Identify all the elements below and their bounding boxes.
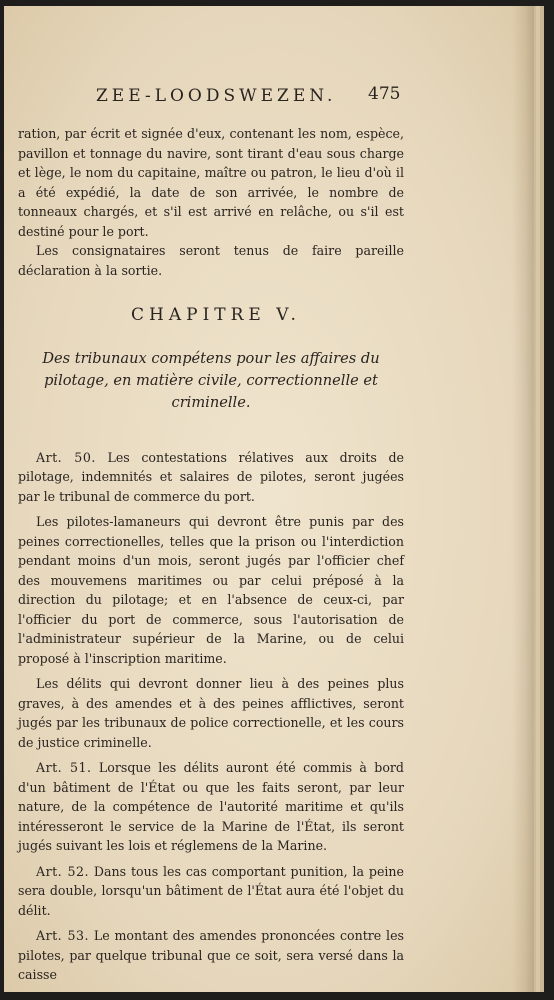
article-50 (18, 448, 404, 507)
article-50-paragraph-2: Les pilotes-lamaneurs qui devront être punis par des peines correctionelles, telles que la prison ou l'interdiction pendant moins d'un mois, seront jugés par l'officier chef des mouvemens maritimes ou par celui préposé à la direction du pilotage; et en l'absence de ceux-ci, par l'officier du port de commerce, sous l'autorisation de l'administrateur supérieur de la Marine, ou de celui proposé à l'inscription maritime. (18, 514, 404, 666)
article-52-label: Art. 52. (36, 863, 90, 879)
page-header (4, 86, 534, 112)
article-53-text: Le montant des amendes prononcées contre les pilotes, par quelque tribunal que ce soit, sera versé dans la caisse (18, 928, 404, 982)
article-50-label: Art. 50. (36, 449, 96, 465)
article-50-text: Les contestations rélatives aux droits de pilotage, indemnités et salaires de pilotes, seront jugées par le tribunal de commerce du port. (18, 449, 404, 504)
article-53 (18, 926, 404, 985)
article-51-text: Lorsque les délits auront été commis à bord d'un bâtiment de l'État ou que les faits seront, par leur nature, de la compétence de l'autorité maritime et qu'ils intéresseront le service de la Marine de l'État, ils seront jugés suivant les lois et réglemens de la Marine. (18, 760, 404, 853)
continuation-paragraph: ration, par écrit et signée d'eux, contenant les nom, espèce, pavillon et tonnage du navire, sont tirant d'eau sous charge et lège, le nom du capitaine, maître ou patron, le lieu d'où il a été expédié, la date de son arrivée, le nombre de tonneaux chargés, et s'il est arrivé en relâche, ou s'il est destiné pour le port. (18, 126, 404, 239)
chapter-title: CHAPITRE V. (131, 305, 301, 325)
article-53-label: Art. 53. (36, 928, 90, 943)
page-body (18, 124, 404, 985)
article-51-label: Art. 51. (36, 760, 92, 775)
chapter-subtitle: Des tribunaux compétens pour les affaires du pilotage, en matière civile, correctionnelle et criminelle. (42, 349, 380, 411)
article-50-paragraph-3: Les délits qui devront donner lieu à des peines plus graves, à des amendes et à des peines afflictives, seront jugés par les tribunaux de police correctionelle, et les cours de justice criminelle. (18, 676, 404, 750)
article-51 (18, 758, 404, 856)
page-number: 475 (368, 84, 401, 104)
article-52 (18, 862, 404, 921)
article-52-text: Dans tous les cas comportant punition, la peine sera double, lorsqu'un bâtiment de l'État aura été l'objet du délit. (18, 863, 404, 918)
running-title: ZEE-LOODSWEZEN. (96, 86, 337, 106)
book-page (4, 6, 534, 992)
page-edge-shadow (512, 6, 534, 992)
consignataires-paragraph: Les consignataires seront tenus de faire pareille déclaration à la sortie. (18, 243, 404, 278)
